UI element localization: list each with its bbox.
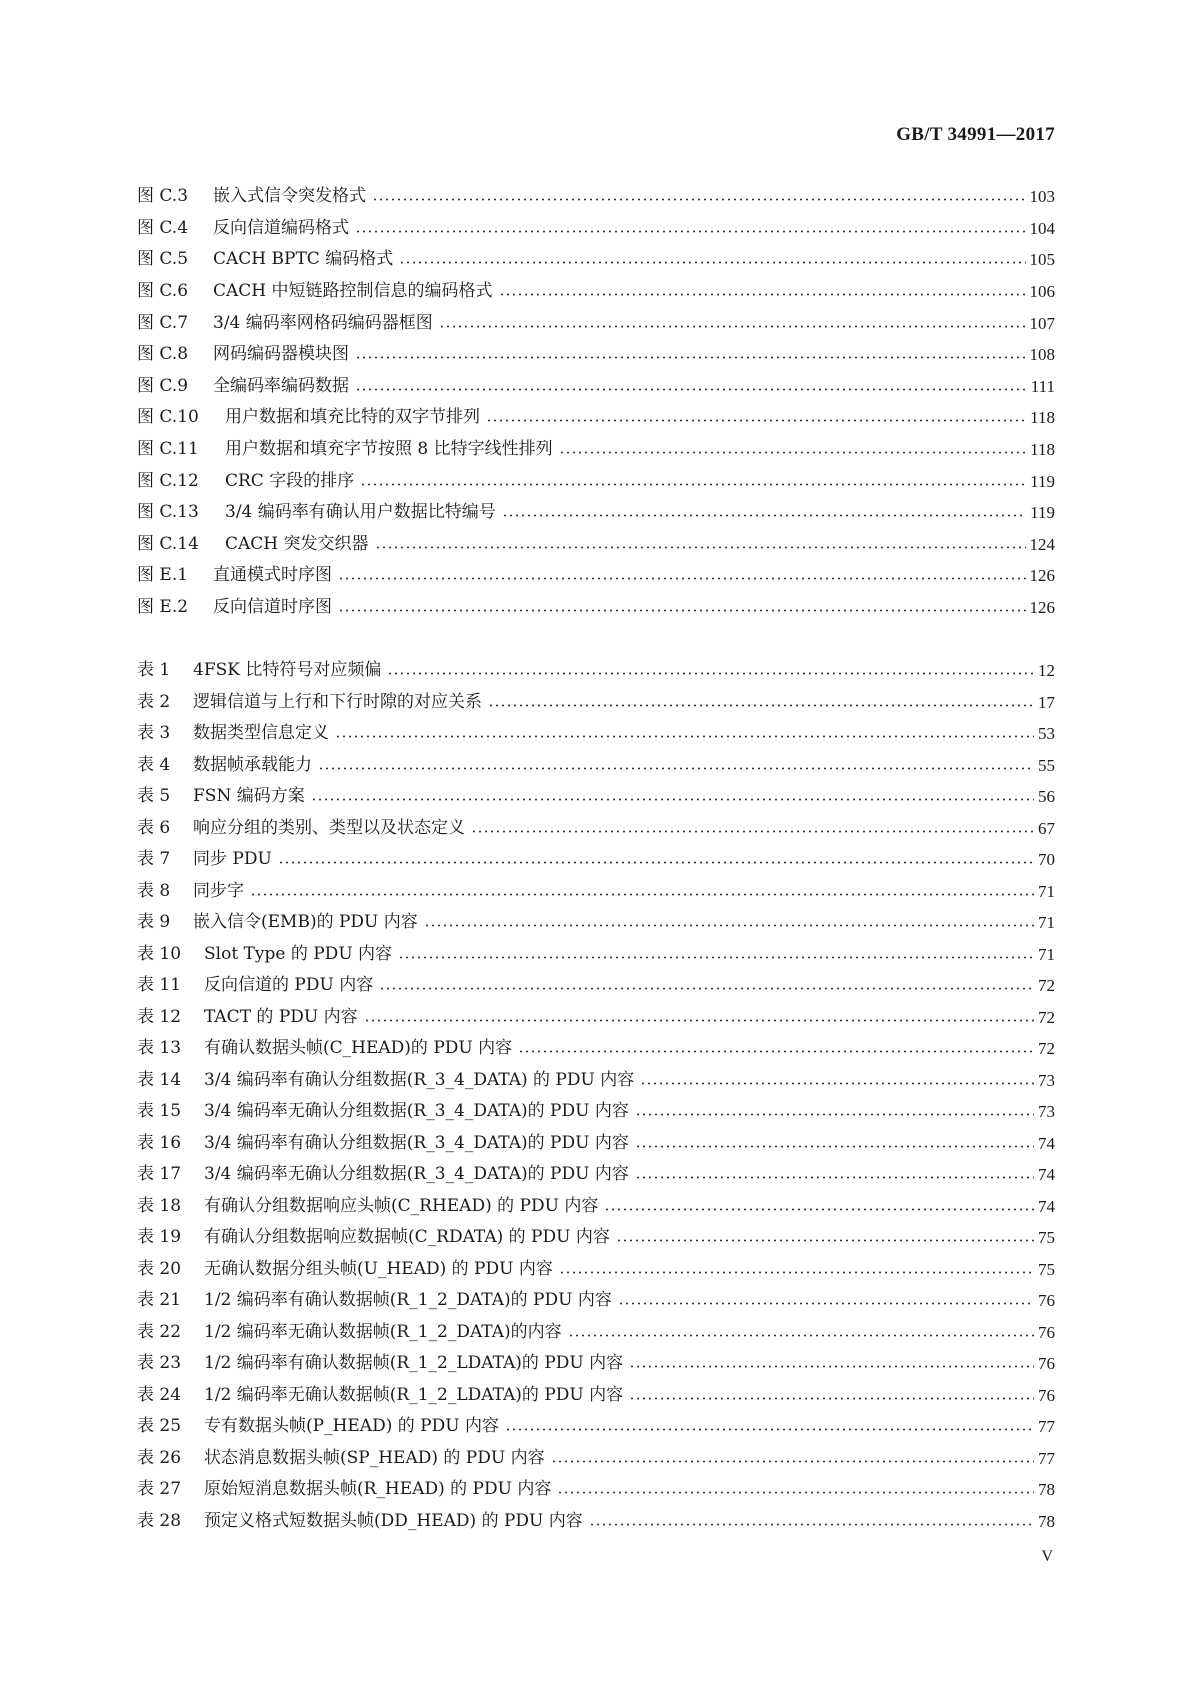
figure-entry[interactable] bbox=[137, 307, 1055, 339]
table-entry[interactable] bbox=[137, 876, 1055, 908]
table-label: 表 6 bbox=[137, 817, 171, 838]
figure-entry[interactable] bbox=[137, 181, 1055, 213]
figure-title: CACH 突发交织器 bbox=[225, 533, 369, 554]
dot-leader bbox=[635, 1113, 1034, 1116]
table-title: 嵌入信令(EMB)的 PDU 内容 bbox=[193, 912, 418, 933]
table-label: 表 24 bbox=[137, 1384, 182, 1405]
table-label: 表 15 bbox=[137, 1101, 182, 1122]
figure-label: 图 C.9 bbox=[137, 375, 189, 396]
figure-entry[interactable] bbox=[137, 497, 1055, 529]
dot-leader bbox=[278, 861, 1034, 864]
table-title: 3/4 编码率无确认分组数据(R_3_4_DATA)的 PDU 内容 bbox=[204, 1101, 629, 1122]
figure-page: 126 bbox=[1029, 598, 1055, 618]
table-page: 56 bbox=[1038, 787, 1055, 807]
figure-page: 118 bbox=[1030, 408, 1055, 428]
figure-entry[interactable] bbox=[137, 213, 1055, 245]
table-page: 72 bbox=[1038, 976, 1055, 996]
table-label: 表 23 bbox=[137, 1353, 182, 1374]
table-entry[interactable] bbox=[137, 1317, 1055, 1349]
table-title: 有确认分组数据响应数据帧(C_RDATA) 的 PDU 内容 bbox=[204, 1227, 610, 1248]
table-title: 逻辑信道与上行和下行时隙的对应关系 bbox=[193, 691, 482, 712]
figure-entry[interactable] bbox=[137, 371, 1055, 403]
table-page: 78 bbox=[1038, 1480, 1055, 1500]
table-title: 4FSK 比特符号对应频偏 bbox=[193, 660, 382, 681]
table-title: 预定义格式短数据头帧(DD_HEAD) 的 PDU 内容 bbox=[204, 1510, 583, 1531]
figure-entry[interactable] bbox=[137, 529, 1055, 561]
table-title: 3/4 编码率无确认分组数据(R_3_4_DATA)的 PDU 内容 bbox=[204, 1164, 629, 1185]
table-title: 有确认分组数据响应头帧(C_RHEAD) 的 PDU 内容 bbox=[204, 1195, 599, 1216]
table-page: 78 bbox=[1038, 1511, 1055, 1531]
figure-label: 图 C.12 bbox=[137, 470, 199, 491]
figure-label: 图 C.14 bbox=[137, 533, 199, 554]
figure-page: 111 bbox=[1030, 376, 1055, 396]
table-entry[interactable] bbox=[137, 1506, 1055, 1538]
figure-title: 3/4 编码率有确认用户数据比特编号 bbox=[225, 502, 496, 523]
figure-label: 图 C.11 bbox=[137, 439, 199, 460]
table-title: 同步字 bbox=[193, 880, 244, 901]
figure-page: 119 bbox=[1030, 503, 1055, 523]
table-entry[interactable] bbox=[137, 1191, 1055, 1223]
dot-leader bbox=[335, 735, 1034, 738]
dot-leader bbox=[311, 798, 1034, 801]
figure-label: 图 C.13 bbox=[137, 502, 199, 523]
table-label: 表 21 bbox=[137, 1290, 182, 1311]
dot-leader bbox=[486, 419, 1026, 422]
table-title: 3/4 编码率有确认分组数据(R_3_4_DATA) 的 PDU 内容 bbox=[204, 1069, 635, 1090]
table-entry[interactable] bbox=[137, 1033, 1055, 1065]
figure-label: 图 C.3 bbox=[137, 186, 189, 207]
dot-leader bbox=[635, 1176, 1034, 1179]
dot-leader bbox=[635, 1145, 1034, 1148]
table-label: 表 10 bbox=[137, 943, 182, 964]
figure-page: 103 bbox=[1029, 187, 1055, 207]
figure-title: 反向信道编码格式 bbox=[213, 217, 349, 238]
dot-leader bbox=[616, 1239, 1034, 1242]
dot-leader bbox=[557, 1491, 1034, 1494]
figure-title: 反向信道时序图 bbox=[213, 597, 332, 618]
dot-leader bbox=[640, 1082, 1034, 1085]
dot-leader bbox=[338, 577, 1026, 580]
table-label: 表 8 bbox=[137, 880, 171, 901]
dot-leader bbox=[379, 987, 1034, 990]
table-title: 3/4 编码率有确认分组数据(R_3_4_DATA)的 PDU 内容 bbox=[204, 1132, 629, 1153]
table-entry[interactable] bbox=[137, 813, 1055, 845]
figure-label: 图 C.5 bbox=[137, 249, 189, 270]
figure-entry[interactable] bbox=[137, 592, 1055, 624]
table-page: 67 bbox=[1038, 818, 1055, 838]
dot-leader bbox=[364, 1019, 1034, 1022]
table-title: 1/2 编码率有确认数据帧(R_1_2_DATA)的 PDU 内容 bbox=[204, 1290, 612, 1311]
table-entry[interactable] bbox=[137, 1065, 1055, 1097]
table-title: Slot Type 的 PDU 内容 bbox=[204, 943, 393, 964]
figure-title: CACH 中短链路控制信息的编码格式 bbox=[213, 281, 493, 302]
table-page: 12 bbox=[1038, 661, 1055, 681]
table-label: 表 18 bbox=[137, 1195, 182, 1216]
dot-leader bbox=[551, 1460, 1034, 1463]
table-label: 表 7 bbox=[137, 849, 171, 870]
table-entry[interactable] bbox=[137, 718, 1055, 750]
dot-leader bbox=[318, 767, 1034, 770]
table-title: 无确认数据分组头帧(U_HEAD) 的 PDU 内容 bbox=[204, 1258, 553, 1279]
table-entry[interactable] bbox=[137, 781, 1055, 813]
table-label: 表 17 bbox=[137, 1164, 182, 1185]
table-title: 1/2 编码率无确认数据帧(R_1_2_LDATA)的 PDU 内容 bbox=[204, 1384, 624, 1405]
table-entry[interactable] bbox=[137, 687, 1055, 719]
table-label: 表 11 bbox=[137, 975, 182, 996]
table-entry[interactable] bbox=[137, 1096, 1055, 1128]
figure-label: 图 C.8 bbox=[137, 344, 189, 365]
table-label: 表 16 bbox=[137, 1132, 182, 1153]
dot-leader bbox=[250, 893, 1034, 896]
dot-leader bbox=[505, 1428, 1034, 1431]
dot-leader bbox=[439, 325, 1026, 328]
table-entry[interactable] bbox=[137, 1002, 1055, 1034]
table-entry[interactable] bbox=[137, 1380, 1055, 1412]
table-entry[interactable] bbox=[137, 939, 1055, 971]
figure-title: 用户数据和填充比特的双字节排列 bbox=[225, 407, 480, 428]
dot-leader bbox=[424, 924, 1034, 927]
table-page: 55 bbox=[1038, 755, 1055, 775]
table-label: 表 25 bbox=[137, 1416, 182, 1437]
figure-label: 图 C.10 bbox=[137, 407, 199, 428]
table-title: TACT 的 PDU 内容 bbox=[204, 1006, 358, 1027]
dot-leader bbox=[375, 546, 1026, 549]
dot-leader bbox=[618, 1302, 1034, 1305]
table-title: 数据帧承载能力 bbox=[193, 754, 312, 775]
table-entry[interactable] bbox=[137, 1222, 1055, 1254]
figure-label: 图 C.4 bbox=[137, 217, 189, 238]
dot-leader bbox=[589, 1523, 1034, 1526]
dot-leader bbox=[604, 1208, 1034, 1211]
table-page: 73 bbox=[1038, 1102, 1055, 1122]
table-entry[interactable] bbox=[137, 1411, 1055, 1443]
figure-title: CRC 字段的排序 bbox=[225, 470, 355, 491]
dot-leader bbox=[499, 293, 1026, 296]
figure-page: 119 bbox=[1030, 471, 1055, 491]
dot-leader bbox=[355, 388, 1027, 391]
figure-page: 105 bbox=[1029, 250, 1055, 270]
table-page: 76 bbox=[1038, 1322, 1055, 1342]
page-number: V bbox=[1041, 1548, 1053, 1565]
figure-label: 图 E.2 bbox=[137, 597, 189, 618]
table-title: 响应分组的类别、类型以及状态定义 bbox=[193, 817, 465, 838]
table-entry[interactable] bbox=[137, 1474, 1055, 1506]
table-entry[interactable] bbox=[137, 750, 1055, 782]
figure-page: 106 bbox=[1029, 282, 1055, 302]
table-page: 71 bbox=[1038, 944, 1055, 964]
table-entry[interactable] bbox=[137, 970, 1055, 1002]
dot-leader bbox=[338, 609, 1026, 612]
table-title: FSN 编码方案 bbox=[193, 786, 305, 807]
figure-title: 用户数据和填充字节按照 8 比特字线性排列 bbox=[225, 439, 553, 460]
figure-title: 网码编码器模块图 bbox=[213, 344, 349, 365]
table-page: 77 bbox=[1038, 1417, 1055, 1437]
table-page: 71 bbox=[1038, 881, 1055, 901]
figure-page: 126 bbox=[1029, 566, 1055, 586]
table-label: 表 2 bbox=[137, 691, 171, 712]
table-label: 表 13 bbox=[137, 1038, 182, 1059]
table-page: 75 bbox=[1038, 1259, 1055, 1279]
table-entry[interactable] bbox=[137, 1159, 1055, 1191]
figure-page: 108 bbox=[1029, 345, 1055, 365]
figure-page: 107 bbox=[1029, 313, 1055, 333]
figure-title: 全编码率编码数据 bbox=[213, 375, 349, 396]
table-entry[interactable] bbox=[137, 1254, 1055, 1286]
figures-list bbox=[137, 181, 1055, 623]
tables-list bbox=[137, 655, 1055, 1537]
table-label: 表 9 bbox=[137, 912, 171, 933]
table-title: 1/2 编码率无确认数据帧(R_1_2_DATA)的内容 bbox=[204, 1321, 562, 1342]
table-title: 数据类型信息定义 bbox=[193, 723, 329, 744]
figure-entry[interactable] bbox=[137, 560, 1055, 592]
table-label: 表 5 bbox=[137, 786, 171, 807]
table-page: 76 bbox=[1038, 1354, 1055, 1374]
figure-entry[interactable] bbox=[137, 465, 1055, 497]
dot-leader bbox=[518, 1050, 1034, 1053]
table-label: 表 27 bbox=[137, 1479, 182, 1500]
dot-leader bbox=[355, 356, 1026, 359]
table-title: 有确认数据头帧(C_HEAD)的 PDU 内容 bbox=[204, 1038, 513, 1059]
dot-leader bbox=[559, 451, 1027, 454]
dot-leader bbox=[559, 1271, 1034, 1274]
table-entry[interactable] bbox=[137, 1128, 1055, 1160]
table-page: 74 bbox=[1038, 1165, 1055, 1185]
table-label: 表 1 bbox=[137, 660, 171, 681]
figure-entry[interactable] bbox=[137, 244, 1055, 276]
dot-leader bbox=[488, 704, 1034, 707]
table-entry[interactable] bbox=[137, 1443, 1055, 1475]
table-label: 表 22 bbox=[137, 1321, 182, 1342]
figure-entry[interactable] bbox=[137, 339, 1055, 371]
standard-code: GB/T 34991—2017 bbox=[896, 124, 1055, 145]
figure-label: 图 E.1 bbox=[137, 565, 189, 586]
table-label: 表 28 bbox=[137, 1510, 182, 1531]
figure-page: 118 bbox=[1030, 440, 1055, 460]
figure-entry[interactable] bbox=[137, 402, 1055, 434]
table-entry[interactable] bbox=[137, 1285, 1055, 1317]
figure-label: 图 C.6 bbox=[137, 281, 189, 302]
figure-title: 3/4 编码率网格码编码器框图 bbox=[213, 312, 433, 333]
table-title: 反向信道的 PDU 内容 bbox=[204, 975, 374, 996]
table-page: 77 bbox=[1038, 1448, 1055, 1468]
table-label: 表 14 bbox=[137, 1069, 182, 1090]
dot-leader bbox=[360, 483, 1026, 486]
table-page: 72 bbox=[1038, 1039, 1055, 1059]
dot-leader bbox=[355, 230, 1026, 233]
table-entry[interactable] bbox=[137, 844, 1055, 876]
figure-entry[interactable] bbox=[137, 434, 1055, 466]
dot-leader bbox=[568, 1334, 1034, 1337]
dot-leader bbox=[629, 1365, 1034, 1368]
table-page: 71 bbox=[1038, 913, 1055, 933]
table-label: 表 20 bbox=[137, 1258, 182, 1279]
figure-entry[interactable] bbox=[137, 276, 1055, 308]
table-page: 75 bbox=[1038, 1228, 1055, 1248]
table-page: 72 bbox=[1038, 1007, 1055, 1027]
table-title: 原始短消息数据头帧(R_HEAD) 的 PDU 内容 bbox=[204, 1479, 552, 1500]
figure-page: 104 bbox=[1029, 218, 1055, 238]
table-title: 状态消息数据头帧(SP_HEAD) 的 PDU 内容 bbox=[204, 1447, 545, 1468]
dot-leader bbox=[387, 672, 1034, 675]
table-title: 1/2 编码率有确认数据帧(R_1_2_LDATA)的 PDU 内容 bbox=[204, 1353, 624, 1374]
dot-leader bbox=[502, 514, 1026, 517]
dot-leader bbox=[629, 1397, 1034, 1400]
table-page: 74 bbox=[1038, 1133, 1055, 1153]
dot-leader bbox=[372, 198, 1026, 201]
figure-title: 嵌入式信令突发格式 bbox=[213, 186, 366, 207]
table-entry[interactable] bbox=[137, 655, 1055, 687]
table-page: 74 bbox=[1038, 1196, 1055, 1216]
table-page: 17 bbox=[1038, 692, 1055, 712]
figure-title: CACH BPTC 编码格式 bbox=[213, 249, 394, 270]
table-page: 76 bbox=[1038, 1291, 1055, 1311]
dot-leader bbox=[399, 261, 1025, 264]
table-label: 表 4 bbox=[137, 754, 171, 775]
table-page: 70 bbox=[1038, 850, 1055, 870]
table-label: 表 26 bbox=[137, 1447, 182, 1468]
table-label: 表 3 bbox=[137, 723, 171, 744]
table-entry[interactable] bbox=[137, 1348, 1055, 1380]
table-label: 表 12 bbox=[137, 1006, 182, 1027]
figure-page: 124 bbox=[1029, 534, 1055, 554]
figure-label: 图 C.7 bbox=[137, 312, 189, 333]
table-entry[interactable] bbox=[137, 907, 1055, 939]
table-title: 同步 PDU bbox=[193, 849, 272, 870]
dot-leader bbox=[398, 956, 1034, 959]
table-page: 73 bbox=[1038, 1070, 1055, 1090]
table-page: 76 bbox=[1038, 1385, 1055, 1405]
dot-leader bbox=[471, 830, 1034, 833]
table-title: 专有数据头帧(P_HEAD) 的 PDU 内容 bbox=[204, 1416, 499, 1437]
table-label: 表 19 bbox=[137, 1227, 182, 1248]
table-page: 53 bbox=[1038, 724, 1055, 744]
figure-title: 直通模式时序图 bbox=[213, 565, 332, 586]
